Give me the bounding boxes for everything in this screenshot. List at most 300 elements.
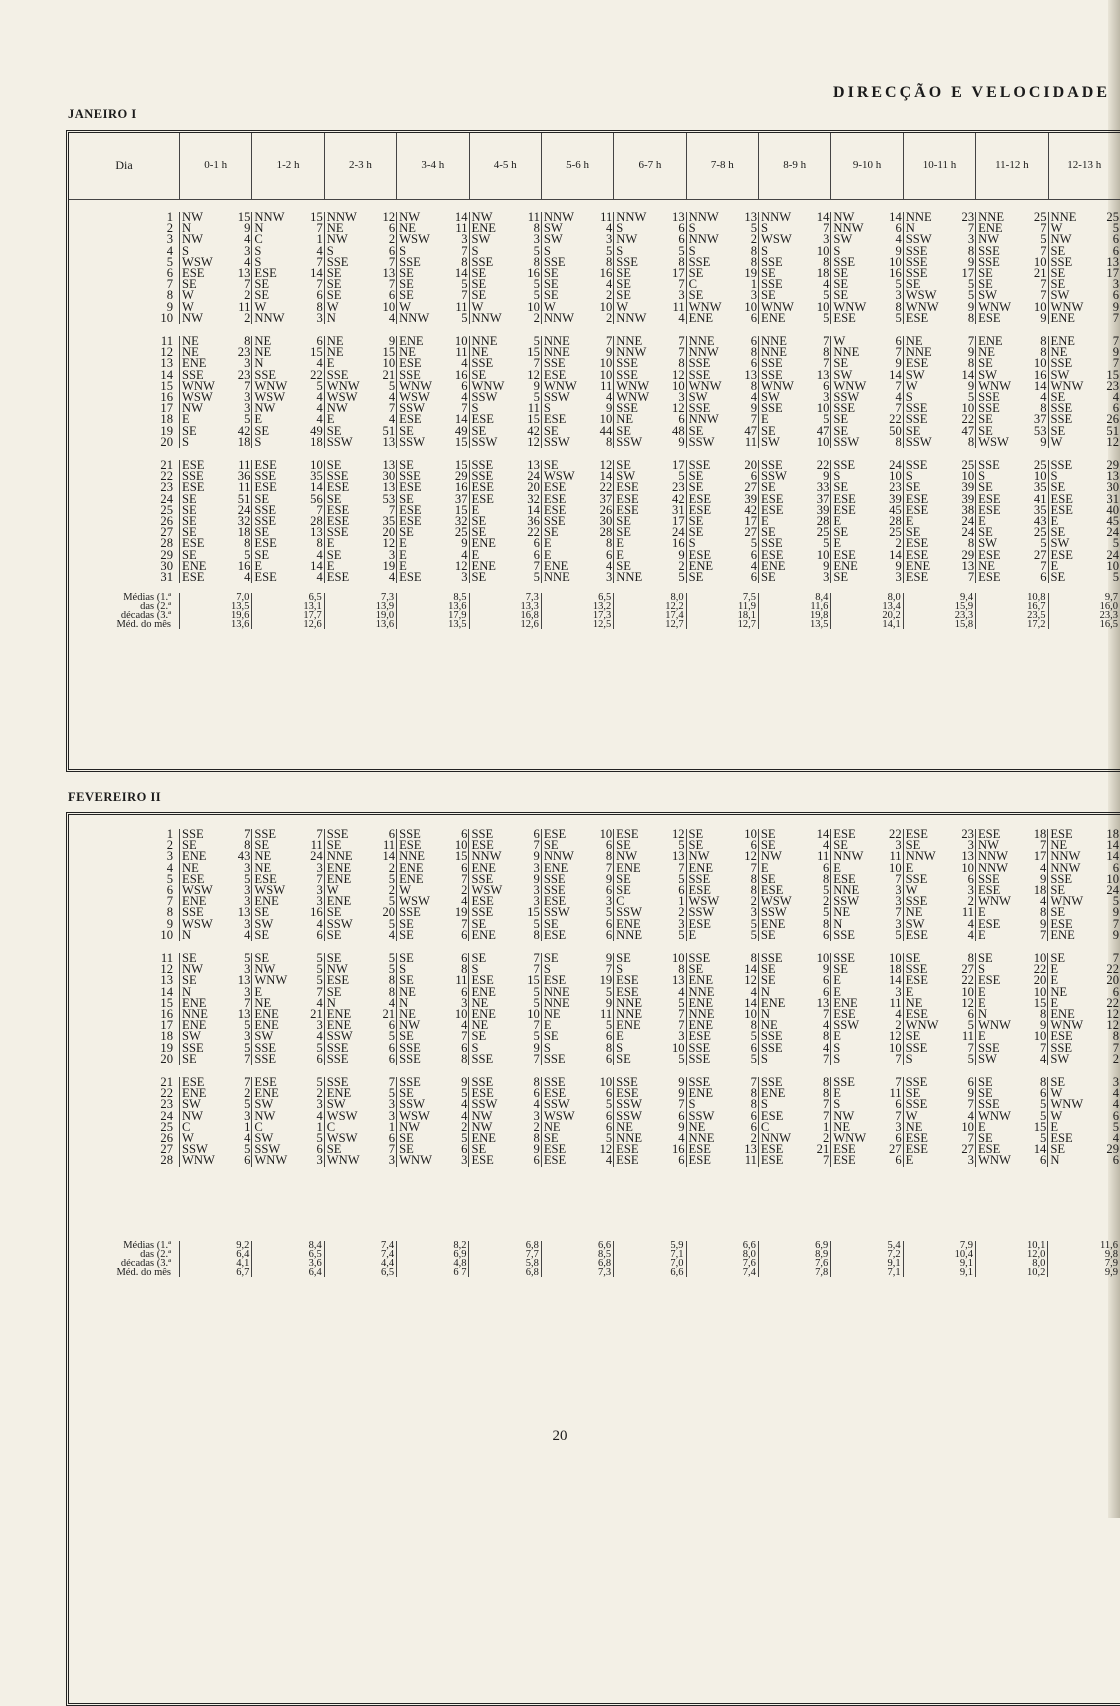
direction-cell: SSE: [326, 1053, 349, 1066]
direction-cell: E: [833, 1088, 841, 1100]
speed-cell: 23: [949, 212, 975, 223]
speed-cell: 28: [587, 527, 613, 538]
direction-cell: ENE: [254, 1088, 279, 1100]
direction-cell: WSW: [254, 392, 286, 404]
direction-cell: SE: [760, 975, 776, 987]
direction-cell: ENE: [326, 1020, 352, 1032]
direction-cell: SE: [182, 1053, 197, 1066]
speed-cell: 7: [587, 964, 613, 975]
direction-cell: W: [1050, 436, 1063, 449]
direction-cell: NNW: [977, 851, 1009, 863]
speed-cell: 1: [226, 1122, 252, 1133]
speed-cell: 14: [298, 268, 324, 279]
direction-cell: SSE: [543, 873, 566, 886]
direction-cell: C: [254, 234, 263, 246]
speed-cell: 2: [587, 290, 613, 301]
speed-cell: 9: [515, 1144, 541, 1155]
direction-cell: SSW: [761, 471, 787, 483]
speed-cell: 13: [949, 561, 975, 572]
speed-cell: 4: [1022, 896, 1048, 907]
speed-cell: 3: [949, 1155, 975, 1166]
speed-cell: 20: [1094, 975, 1120, 986]
day-cell: 9: [69, 302, 180, 313]
direction-cell: ESE: [543, 482, 567, 494]
speed-cell: 5: [443, 1133, 469, 1144]
speed-cell: 3: [370, 550, 396, 561]
direction-cell: SE: [1050, 1144, 1066, 1156]
direction-cell: SE: [543, 1133, 559, 1145]
direction-cell: ESE: [760, 1144, 784, 1156]
average-value: 9,9: [1048, 1268, 1120, 1277]
direction-cell: NW: [760, 851, 782, 863]
direction-cell: NE: [399, 223, 416, 235]
average-value: 13,5: [397, 620, 469, 629]
speed-cell: 41: [1022, 494, 1048, 505]
speed-cell: 27: [949, 1144, 975, 1155]
averages-row: [69, 1268, 1120, 1277]
speed-cell: 4: [587, 392, 613, 403]
speed-cell: 5: [877, 313, 903, 324]
direction-cell: NW: [978, 234, 1000, 246]
direction-cell: SSW: [905, 436, 932, 449]
average-value: 7,6: [686, 1259, 758, 1268]
average-value: 12,6: [252, 620, 324, 629]
direction-cell: ENE: [616, 918, 641, 930]
speed-cell: 7: [1094, 953, 1120, 964]
direction-cell: WSW: [254, 885, 286, 897]
speed-cell: 7: [226, 1077, 252, 1088]
speed-cell: 5: [1022, 1111, 1048, 1122]
speed-cell: 9: [660, 1088, 686, 1099]
speed-cell: 6: [1094, 234, 1120, 245]
speed-cell: 8: [732, 381, 758, 392]
direction-cell: SE: [254, 493, 270, 505]
speed-cell: 13: [370, 482, 396, 493]
speed-cell: 43: [226, 851, 252, 862]
speed-cell: 6: [587, 885, 613, 896]
speed-cell: 9: [877, 246, 903, 257]
direction-cell: NE: [543, 1009, 561, 1021]
direction-cell: ENE: [978, 223, 1003, 235]
speed-cell: 47: [949, 426, 975, 437]
speed-cell: 4: [298, 1111, 324, 1122]
table-row: [69, 1009, 1120, 1020]
direction-cell: ESE: [399, 572, 422, 584]
speed-cell: 2: [732, 896, 758, 907]
direction-cell: ESE: [688, 885, 711, 897]
speed-cell: 7: [370, 403, 396, 414]
direction-cell: E: [833, 1031, 841, 1043]
speed-cell: 5: [1094, 896, 1120, 907]
direction-cell: NNE: [688, 1009, 715, 1021]
speed-cell: 51: [370, 426, 396, 437]
direction-cell: ESE: [833, 493, 856, 505]
direction-cell: ESE: [254, 538, 277, 550]
direction-cell: E: [254, 414, 263, 426]
day-cell: 19: [69, 426, 180, 437]
direction-cell: SSE: [833, 403, 856, 415]
direction-cell: SSE: [978, 403, 1000, 415]
day-cell: 12: [69, 964, 180, 975]
day-cell: 21: [69, 460, 180, 471]
speed-cell: 3: [877, 840, 903, 851]
speed-cell: 4: [298, 403, 324, 414]
speed-cell: 6: [804, 975, 830, 986]
speed-cell: 3: [877, 987, 903, 998]
speed-cell: 1: [298, 234, 324, 245]
direction-cell: SE: [543, 425, 559, 437]
speed-cell: 10: [1022, 953, 1048, 964]
speed-cell: 8: [732, 885, 758, 896]
speed-cell: 6: [732, 471, 758, 482]
direction-cell: WNW: [1050, 896, 1084, 908]
speed-cell: 2: [732, 234, 758, 245]
speed-cell: 3: [298, 1155, 324, 1166]
direction-cell: SSE: [688, 1042, 711, 1054]
direction-cell: SSE: [399, 471, 421, 483]
average-value: 6,5: [324, 1268, 396, 1277]
direction-cell: E: [1050, 1121, 1059, 1134]
speed-cell: 23: [226, 347, 252, 358]
speed-cell: 39: [732, 494, 758, 505]
speed-cell: 12: [370, 212, 396, 223]
speed-cell: 7: [660, 1009, 686, 1020]
direction-cell: N: [326, 312, 336, 325]
header-hour: 0-1 h: [180, 133, 252, 200]
direction-cell: NE: [978, 347, 995, 359]
direction-cell: SE: [326, 425, 342, 437]
speed-cell: 5: [370, 874, 396, 885]
direction-cell: SE: [761, 482, 776, 494]
direction-cell: ENE: [471, 1009, 496, 1021]
direction-cell: ESE: [326, 504, 350, 517]
direction-cell: SSE: [978, 460, 1000, 472]
day-cell: 26: [69, 516, 180, 527]
direction-cell: WNW: [326, 380, 360, 393]
speed-cell: 4: [732, 561, 758, 572]
speed-cell: 12: [732, 851, 758, 862]
speed-cell: 19: [370, 561, 396, 572]
direction-cell: ENE: [326, 862, 352, 874]
speed-cell: 11: [587, 1009, 613, 1020]
direction-cell: ESE: [543, 829, 567, 841]
direction-cell: ESE: [977, 885, 1001, 897]
speed-cell: 8: [515, 223, 541, 234]
direction-cell: SW: [688, 392, 708, 404]
direction-cell: C: [326, 1121, 336, 1134]
speed-cell: 3: [732, 907, 758, 918]
day-cell: 1: [69, 212, 180, 223]
speed-cell: 10: [732, 302, 758, 313]
speed-cell: 5: [805, 313, 831, 324]
speed-cell: 6: [370, 1133, 396, 1144]
speed-cell: 53: [370, 494, 396, 505]
speed-cell: 2: [443, 885, 469, 896]
speed-cell: 3: [877, 896, 903, 907]
table-row: [69, 527, 1120, 538]
speed-cell: 6: [877, 1099, 903, 1110]
direction-cell: SE: [833, 425, 849, 437]
speed-cell: 5: [298, 964, 324, 975]
direction-cell: SE: [543, 460, 559, 472]
average-value: 6,5: [252, 593, 324, 602]
direction-cell: SW: [977, 1053, 997, 1066]
speed-cell: 9: [1022, 919, 1048, 930]
direction-cell: SE: [399, 929, 414, 942]
speed-cell: 6: [1022, 572, 1048, 583]
direction-cell: E: [761, 414, 769, 426]
direction-cell: NNE: [905, 347, 932, 359]
speed-cell: 4: [226, 930, 252, 941]
direction-cell: SE: [399, 953, 414, 965]
direction-cell: NW: [833, 212, 855, 224]
speed-cell: 18: [805, 268, 831, 279]
direction-cell: SE: [326, 279, 342, 291]
speed-cell: 19: [732, 268, 758, 279]
direction-cell: E: [326, 560, 335, 573]
speed-cell: 30: [587, 516, 613, 527]
speed-cell: 4: [298, 1031, 324, 1042]
average-value: 9,8: [1048, 1250, 1120, 1259]
speed-cell: 2: [660, 561, 686, 572]
direction-cell: SSE: [761, 538, 783, 550]
direction-cell: NNW: [1050, 862, 1081, 874]
table-row: [69, 223, 1120, 234]
table-row: [69, 460, 1120, 471]
speed-cell: 7: [949, 1043, 975, 1054]
table-row: [69, 1144, 1120, 1155]
direction-cell: NNE: [905, 212, 932, 224]
table-row: [69, 930, 1120, 941]
speed-cell: 14: [515, 505, 541, 516]
speed-cell: 4: [370, 392, 396, 403]
average-value: 13,5: [180, 602, 252, 611]
direction-cell: NE: [760, 1020, 778, 1032]
average-value: 5,9: [614, 1241, 686, 1250]
direction-cell: E: [760, 862, 769, 874]
average-value: 7,7: [469, 1250, 541, 1259]
speed-cell: 9: [877, 358, 903, 369]
speed-cell: 5: [587, 1133, 613, 1144]
direction-cell: NNW: [543, 212, 574, 224]
speed-cell: 8: [805, 257, 831, 268]
speed-cell: 8: [1022, 403, 1048, 414]
direction-cell: NE: [182, 347, 199, 359]
speed-cell: 5: [1094, 572, 1120, 583]
direction-cell: ESE: [616, 493, 639, 505]
direction-cell: ESE: [905, 538, 929, 550]
direction-cell: ESE: [254, 482, 277, 494]
direction-cell: SW: [254, 918, 274, 930]
speed-cell: 2: [226, 313, 252, 324]
speed-cell: 3: [226, 358, 252, 369]
direction-cell: N: [833, 918, 843, 930]
direction-cell: NE: [978, 560, 995, 573]
direction-cell: SE: [616, 840, 631, 852]
direction-cell: NW: [182, 403, 203, 415]
direction-cell: ESE: [1050, 918, 1073, 930]
direction-cell: SE: [977, 1077, 993, 1089]
speed-cell: 10: [1094, 874, 1120, 885]
speed-cell: 7: [443, 919, 469, 930]
direction-cell: ESE: [833, 312, 856, 325]
speed-cell: 6: [587, 550, 613, 561]
direction-cell: NNE: [543, 336, 570, 348]
average-value: 3,6: [252, 1259, 324, 1268]
average-value: 16,7: [976, 602, 1048, 611]
speed-cell: 6: [877, 336, 903, 347]
speed-cell: 5: [370, 964, 396, 975]
direction-cell: NE: [399, 986, 416, 998]
direction-cell: SSE: [326, 1042, 349, 1054]
speed-cell: 12: [660, 370, 686, 381]
speed-cell: 3: [949, 885, 975, 896]
speed-cell: 13: [226, 1009, 252, 1020]
direction-cell: ESE: [182, 538, 205, 550]
day-cell: 11: [69, 953, 180, 964]
speed-cell: 6: [732, 358, 758, 369]
direction-cell: SSW: [471, 392, 498, 404]
speed-cell: 7: [660, 1020, 686, 1031]
direction-cell: WNW: [977, 1155, 1011, 1167]
speed-cell: 32: [226, 516, 252, 527]
day-cell: 1: [69, 829, 180, 840]
speed-cell: 6: [298, 336, 324, 347]
day-cell: 14: [69, 987, 180, 998]
direction-cell: E: [1050, 975, 1059, 987]
speed-cell: 3: [226, 987, 252, 998]
speed-cell: 10: [587, 302, 613, 313]
speed-cell: 9: [515, 874, 541, 885]
speed-cell: 7: [443, 290, 469, 301]
speed-cell: 7: [660, 336, 686, 347]
speed-cell: 4: [226, 257, 252, 268]
speed-cell: 16: [443, 482, 469, 493]
direction-cell: SE: [182, 549, 197, 561]
average-value: 8,5: [541, 1250, 613, 1259]
speed-cell: 4: [226, 1133, 252, 1144]
direction-cell: NE: [254, 862, 272, 874]
speed-cell: 15: [298, 212, 324, 223]
speed-cell: 10: [515, 1009, 541, 1020]
direction-cell: WNW: [761, 380, 794, 393]
direction-cell: SW: [1050, 1053, 1070, 1066]
average-value: 7,9: [903, 1241, 975, 1250]
day-cell: 16: [69, 1009, 180, 1020]
direction-cell: ESE: [833, 829, 856, 841]
direction-cell: SSE: [1050, 358, 1073, 370]
speed-cell: 12: [660, 403, 686, 414]
speed-cell: 8: [949, 437, 975, 448]
average-value: 12,7: [686, 620, 758, 629]
speed-cell: 8: [1022, 1077, 1048, 1088]
direction-cell: SSW: [399, 1099, 425, 1111]
speed-cell: 12: [1094, 1009, 1120, 1020]
average-value: 19,6: [180, 611, 252, 620]
direction-cell: SE: [978, 425, 993, 437]
direction-cell: ESE: [977, 918, 1001, 930]
speed-cell: 14: [805, 212, 831, 223]
direction-cell: ESE: [399, 414, 422, 426]
table-row: [69, 572, 1120, 583]
speed-cell: 9: [660, 550, 686, 561]
speed-cell: 21: [1022, 268, 1048, 279]
speed-cell: 6: [587, 1031, 613, 1042]
direction-cell: S: [833, 1099, 841, 1111]
direction-cell: SE: [471, 516, 487, 528]
speed-cell: 15: [515, 975, 541, 986]
speed-cell: 6: [587, 1122, 613, 1133]
header-row: [69, 133, 1120, 200]
speed-cell: 5: [877, 279, 903, 290]
direction-cell: SE: [688, 840, 704, 852]
speed-cell: 9: [877, 561, 903, 572]
direction-cell: E: [399, 549, 407, 561]
speed-cell: 22: [949, 414, 975, 425]
speed-cell: 10: [587, 358, 613, 369]
speed-cell: 10: [877, 257, 903, 268]
speed-cell: 5: [1094, 538, 1120, 549]
speed-cell: 37: [443, 494, 469, 505]
direction-cell: ESE: [761, 549, 784, 561]
speed-cell: 6: [370, 290, 396, 301]
direction-cell: W: [182, 290, 194, 302]
averages-label: Méd. do mês: [69, 1268, 180, 1277]
direction-cell: SE: [254, 907, 270, 919]
speed-cell: 6: [515, 550, 541, 561]
day-cell: 28: [69, 538, 180, 549]
direction-cell: SE: [1050, 392, 1066, 404]
speed-cell: 11: [949, 1031, 975, 1042]
direction-cell: ENE: [688, 560, 714, 573]
speed-cell: 7: [587, 863, 613, 874]
direction-cell: ENE: [182, 560, 207, 573]
table-fevereiro: [66, 812, 1120, 1706]
speed-cell: 24: [949, 516, 975, 527]
speed-cell: 17: [660, 516, 686, 527]
speed-cell: 49: [443, 426, 469, 437]
direction-cell: SE: [1050, 482, 1066, 494]
table-row: [69, 1054, 1120, 1065]
day-cell: 25: [69, 505, 180, 516]
speed-cell: 14: [1094, 840, 1120, 851]
direction-cell: SE: [182, 279, 197, 291]
speed-cell: 27: [732, 482, 758, 493]
speed-cell: 28: [298, 516, 324, 527]
direction-cell: SSE: [905, 1099, 928, 1111]
direction-cell: E: [833, 986, 841, 998]
speed-cell: 7: [660, 279, 686, 290]
speed-cell: 13: [804, 998, 830, 1009]
speed-cell: 14: [1022, 381, 1048, 392]
speed-cell: 7: [226, 381, 252, 392]
speed-cell: 10: [660, 953, 686, 964]
direction-cell: ENE: [761, 312, 786, 325]
speed-cell: 51: [1094, 426, 1120, 437]
speed-cell: 8: [443, 257, 469, 268]
average-value: 9,1: [903, 1268, 975, 1277]
direction-cell: NE: [471, 1020, 489, 1032]
direction-cell: SSE: [399, 1053, 421, 1066]
speed-cell: 1: [370, 1122, 396, 1133]
direction-cell: N: [182, 223, 192, 235]
speed-cell: 6: [443, 1043, 469, 1054]
direction-cell: S: [182, 245, 190, 257]
direction-cell: NNW: [688, 212, 719, 224]
speed-cell: 2: [515, 313, 541, 324]
direction-cell: ESE: [616, 1155, 639, 1167]
direction-cell: ESE: [688, 549, 712, 561]
